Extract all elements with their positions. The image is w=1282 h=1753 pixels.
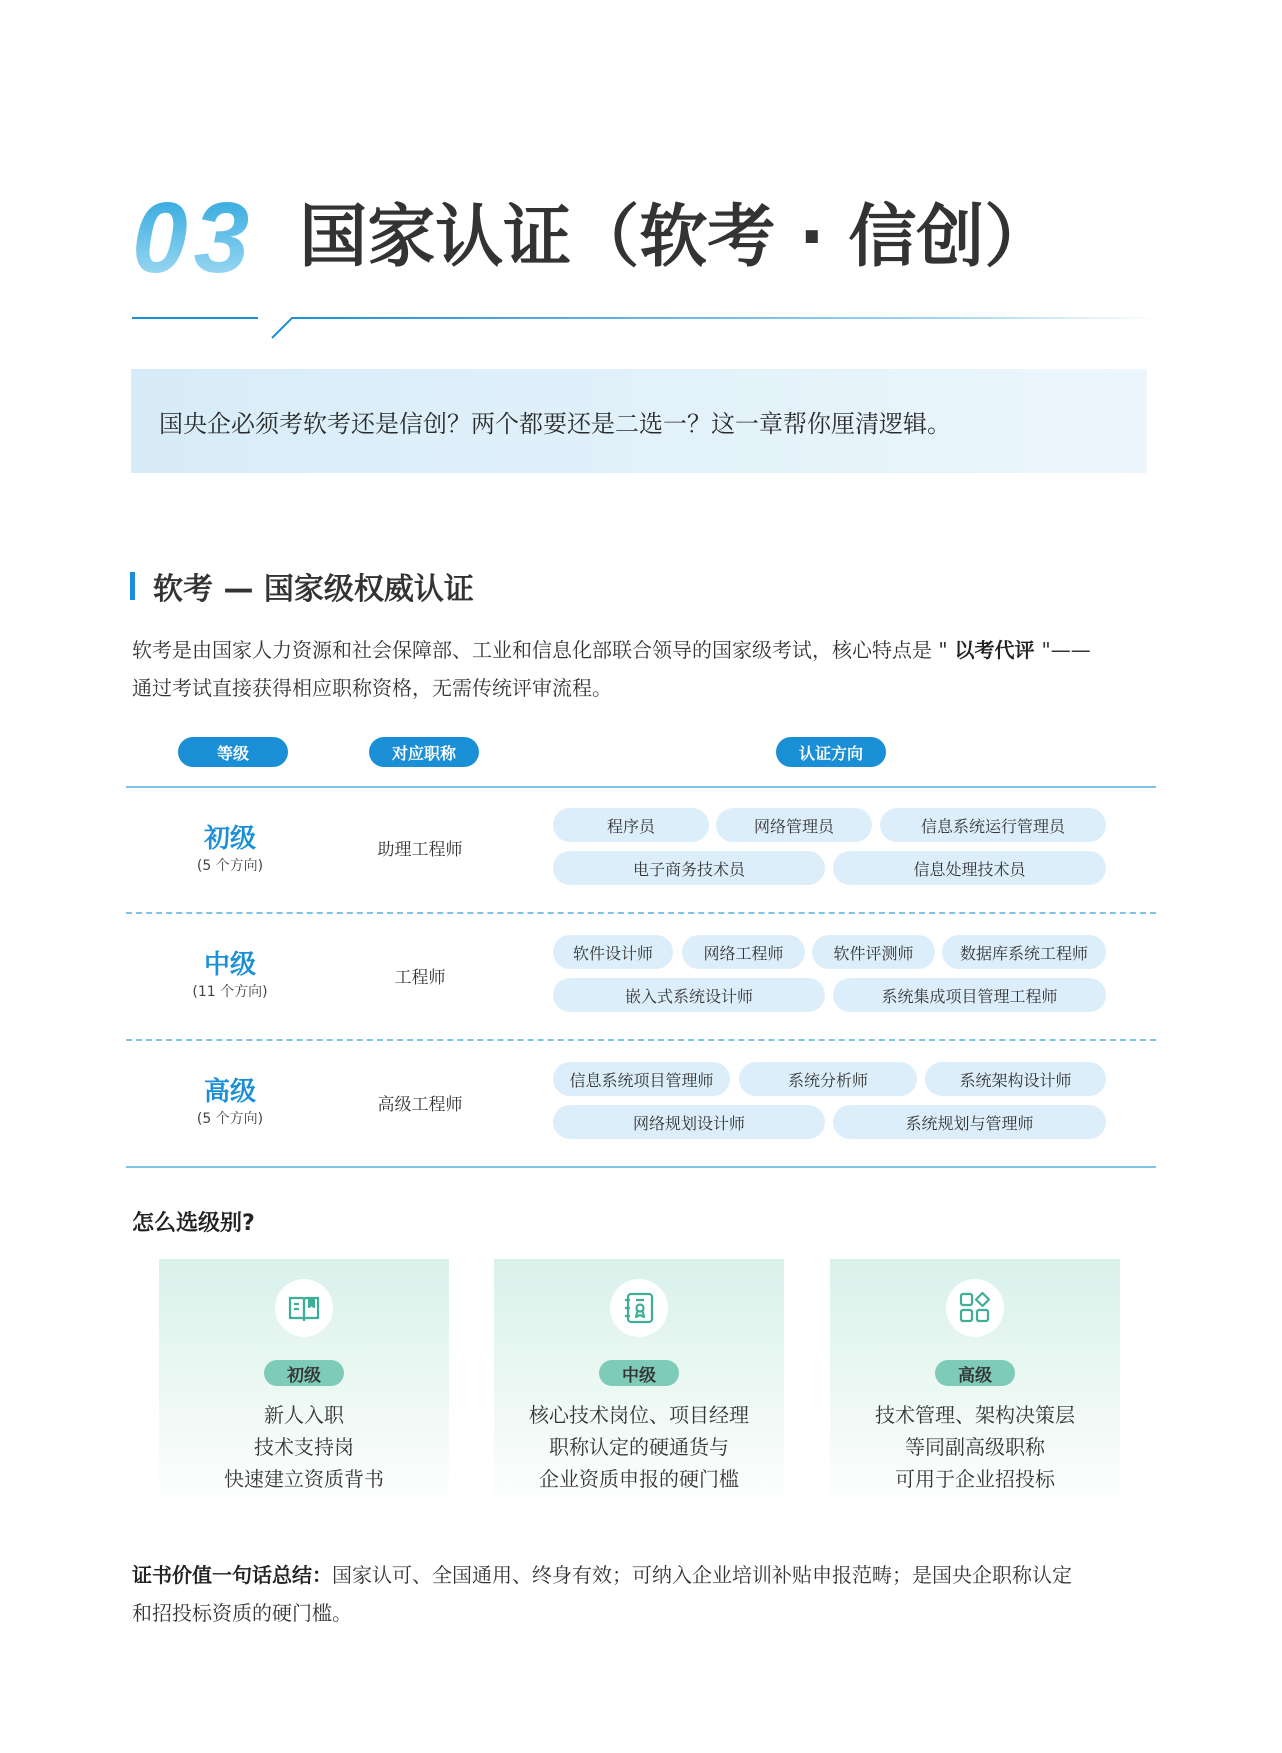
- table-row-level: [130, 824, 330, 876]
- direction-chip: 软件设计师: [553, 935, 673, 969]
- row-divider: [126, 912, 1156, 914]
- header-divider: [130, 310, 1160, 340]
- intro-banner: [131, 369, 1147, 473]
- card-badge: 中级: [599, 1360, 679, 1386]
- chapter-title: 国家认证（软考 · 信创）: [299, 198, 1053, 277]
- table-header-title: 对应职称: [369, 737, 479, 767]
- summary-text: 国家认可、全国通用、终身有效；可纳入企业培训补贴申报范畴；是国央企职称认定: [332, 1563, 1072, 1587]
- card-line: 职称认定的硬通货与: [549, 1435, 729, 1459]
- card-line: 核心技术岗位、项目经理: [529, 1403, 749, 1427]
- level-card: [830, 1259, 1120, 1511]
- row-divider: [126, 1039, 1156, 1041]
- card-line: 等同副高级职称: [905, 1435, 1045, 1459]
- choose-title: 怎么选级别?: [132, 1211, 255, 1236]
- section-description: [132, 631, 1152, 707]
- direction-chip: 系统架构设计师: [925, 1062, 1106, 1096]
- apps-grid-icon: [946, 1279, 1004, 1337]
- table-header-level: 等级: [178, 737, 288, 767]
- direction-chip: 嵌入式系统设计师: [553, 978, 825, 1012]
- chapter-number: 03: [132, 182, 256, 294]
- direction-chip: 系统集成项目管理工程师: [833, 978, 1106, 1012]
- card-description: [494, 1399, 784, 1495]
- card-line: 企业资质申报的硬门槛: [539, 1467, 739, 1491]
- card-line: 快速建立资质背书: [224, 1467, 384, 1491]
- level-count: (5 个方向): [196, 1111, 264, 1127]
- direction-chip: 网络管理员: [716, 808, 872, 842]
- job-title: 助理工程师: [377, 840, 463, 860]
- card-badge: 初级: [264, 1360, 344, 1386]
- summary-label: 证书价值一句话总结：: [132, 1563, 332, 1587]
- summary-text: 和招投标资质的硬门槛。: [132, 1601, 352, 1625]
- table-row-level: [130, 1077, 330, 1129]
- direction-chip: 信息系统项目管理师: [553, 1062, 730, 1096]
- chapter-header: [132, 182, 1053, 294]
- level-name: 初级: [203, 824, 256, 854]
- job-title: 高级工程师: [377, 1095, 463, 1115]
- table-top-divider: [126, 786, 1156, 788]
- level-count: (5 个方向): [196, 858, 264, 874]
- summary: [132, 1556, 1152, 1632]
- job-title: 工程师: [394, 968, 446, 988]
- card-description: [159, 1399, 449, 1495]
- level-count: (11 个方向): [192, 984, 268, 1000]
- section-title: 软考 — 国家级权威认证: [153, 572, 474, 607]
- level-name: 高级: [203, 1077, 256, 1107]
- table-bottom-divider: [126, 1166, 1156, 1168]
- card-description: [830, 1399, 1120, 1495]
- direction-chip: 程序员: [553, 808, 709, 842]
- desc-text: "——: [1041, 638, 1091, 662]
- direction-chip: 电子商务技术员: [553, 851, 825, 885]
- direction-chip: 信息处理技术员: [833, 851, 1106, 885]
- level-card: [494, 1259, 784, 1511]
- desc-text: 通过考试直接获得相应职称资格，无需传统评审流程。: [132, 676, 612, 700]
- intro-text: 国央企必须考软考还是信创？两个都要还是二选一？这一章帮你厘清逻辑。: [159, 409, 951, 438]
- desc-text: 软考是由国家人力资源和社会保障部、工业和信息化部联合领导的国家级考试，核心特点是 ": [132, 638, 948, 662]
- direction-chip: 信息系统运行管理员: [880, 808, 1106, 842]
- direction-chip: 软件评测师: [812, 935, 935, 969]
- level-name: 中级: [203, 950, 256, 980]
- direction-chip: 网络规划设计师: [553, 1105, 825, 1139]
- card-line: 技术支持岗: [254, 1435, 354, 1459]
- level-card: [159, 1259, 449, 1511]
- direction-chip: 系统规划与管理师: [833, 1105, 1106, 1139]
- card-line: 新人入职: [264, 1403, 344, 1427]
- certificate-book-icon: [610, 1279, 668, 1337]
- open-book-icon: [275, 1279, 333, 1337]
- direction-chip: 系统分析师: [739, 1062, 917, 1096]
- table-row-level: [130, 950, 330, 1002]
- direction-chip: 网络工程师: [682, 935, 805, 969]
- table-header-direction: 认证方向: [776, 737, 886, 767]
- section-heading: [130, 566, 474, 606]
- desc-keyword: 以考代评: [947, 638, 1042, 662]
- section-accent-bar: [130, 572, 135, 600]
- card-line: 技术管理、架构决策层: [875, 1403, 1075, 1427]
- card-badge: 高级: [935, 1360, 1015, 1386]
- card-line: 可用于企业招投标: [895, 1467, 1055, 1491]
- direction-chip: 数据库系统工程师: [942, 935, 1106, 969]
